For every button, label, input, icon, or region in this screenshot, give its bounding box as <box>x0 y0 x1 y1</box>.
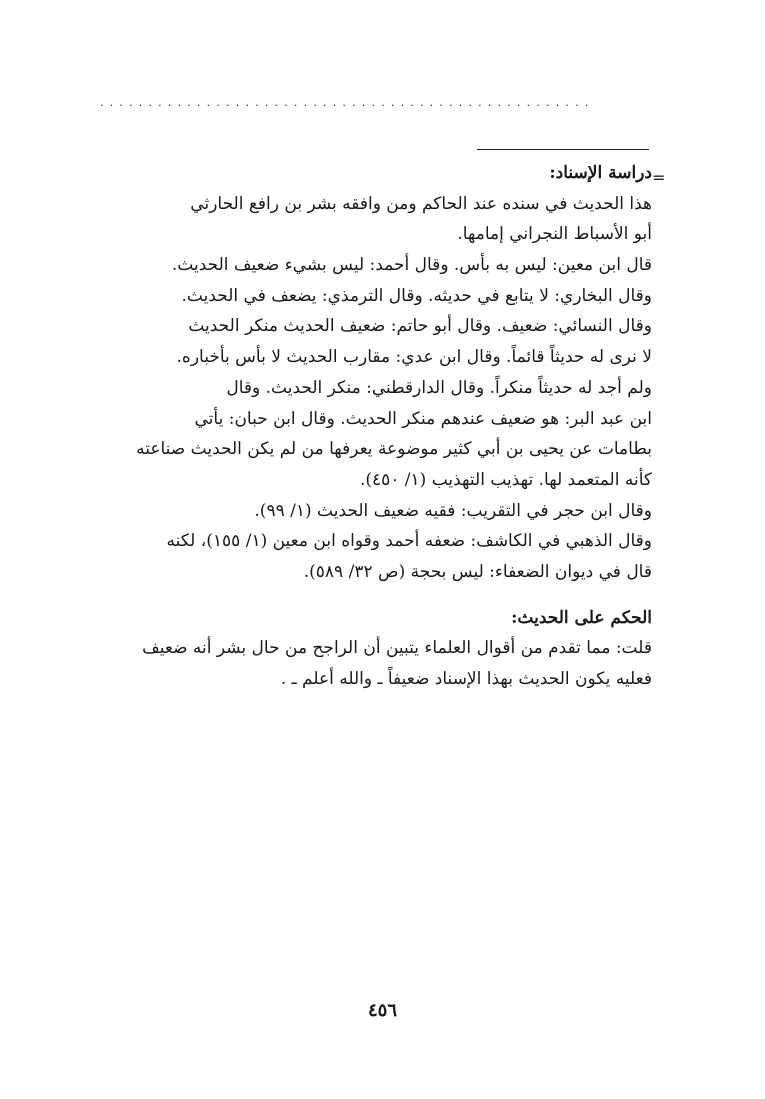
text-line: قال في ديوان الضعفاء: ليس بحجة (ص ٣٢/ ٥٨٩). <box>303 561 652 582</box>
equals-mark: = <box>652 168 666 187</box>
text-line: وقال ابن حجر في التقريب: فقيه ضعيف الحديث (١/ ٩٩). <box>254 500 652 521</box>
text-line: وقال النسائي: ضعيف. وقال أبو حاتم: ضعيف الحديث منكر الحديث <box>188 316 652 337</box>
text-line: قال ابن معين: ليس به بأس. وقال أحمد: ليس بشيء ضعيف الحديث. <box>171 255 652 276</box>
text-line: ابن عبد البر: هو ضعيف عندهم منكر الحديث. وقال ابن حبان: يأتي <box>194 408 652 429</box>
page-body <box>94 158 652 695</box>
text-line: قلت: مما تقدم من أقوال العلماء يتبين أن الراجح من حال بشر أنه ضعيف <box>142 638 652 659</box>
text-line: وقال الذهبي في الكاشف: ضعفه أحمد وقواه ابن معين (١/ ١٥٥)، لكنه <box>166 531 652 552</box>
footnote-rule <box>477 149 649 150</box>
section-heading-isnad: دراسة الإسناد: <box>549 163 652 183</box>
text-line: لا نرى له حديثاً قائماً. وقال ابن عدي: مقارب الحديث لا بأس بأخباره. <box>176 347 652 368</box>
text-line: فعليه يكون الحديث بهذا الإسناد ضعيفاً ـ والله أعلم ـ . <box>280 669 652 689</box>
text-line: بطامات عن يحيى بن أبي كثير موضوعة يعرفها من لم يكن الحديث صناعته <box>136 439 652 460</box>
section-heading-hukm: الحكم على الحديث: <box>511 607 652 628</box>
text-line: أبو الأسباط النجراني إمامها. <box>457 224 652 245</box>
separator-dots: ................................................... <box>100 96 595 109</box>
text-line: كأنه المتعمد لها. تهذيب التهذيب (١/ ٤٥٠). <box>359 469 652 490</box>
text-line: وقال البخاري: لا يتابع في حديثه. وقال الترمذي: يضعف في الحديث. <box>181 285 652 306</box>
page-number: ٤٥٦ <box>367 1000 397 1021</box>
text-line: هذا الحديث في سنده عند الحاكم ومن وافقه بشر بن رافع الحارثي <box>190 193 652 214</box>
section-gap <box>94 588 652 603</box>
text-line: ولم أجد له حديثاً منكراً. وقال الدارقطني: منكر الحديث. وقال <box>226 377 652 398</box>
